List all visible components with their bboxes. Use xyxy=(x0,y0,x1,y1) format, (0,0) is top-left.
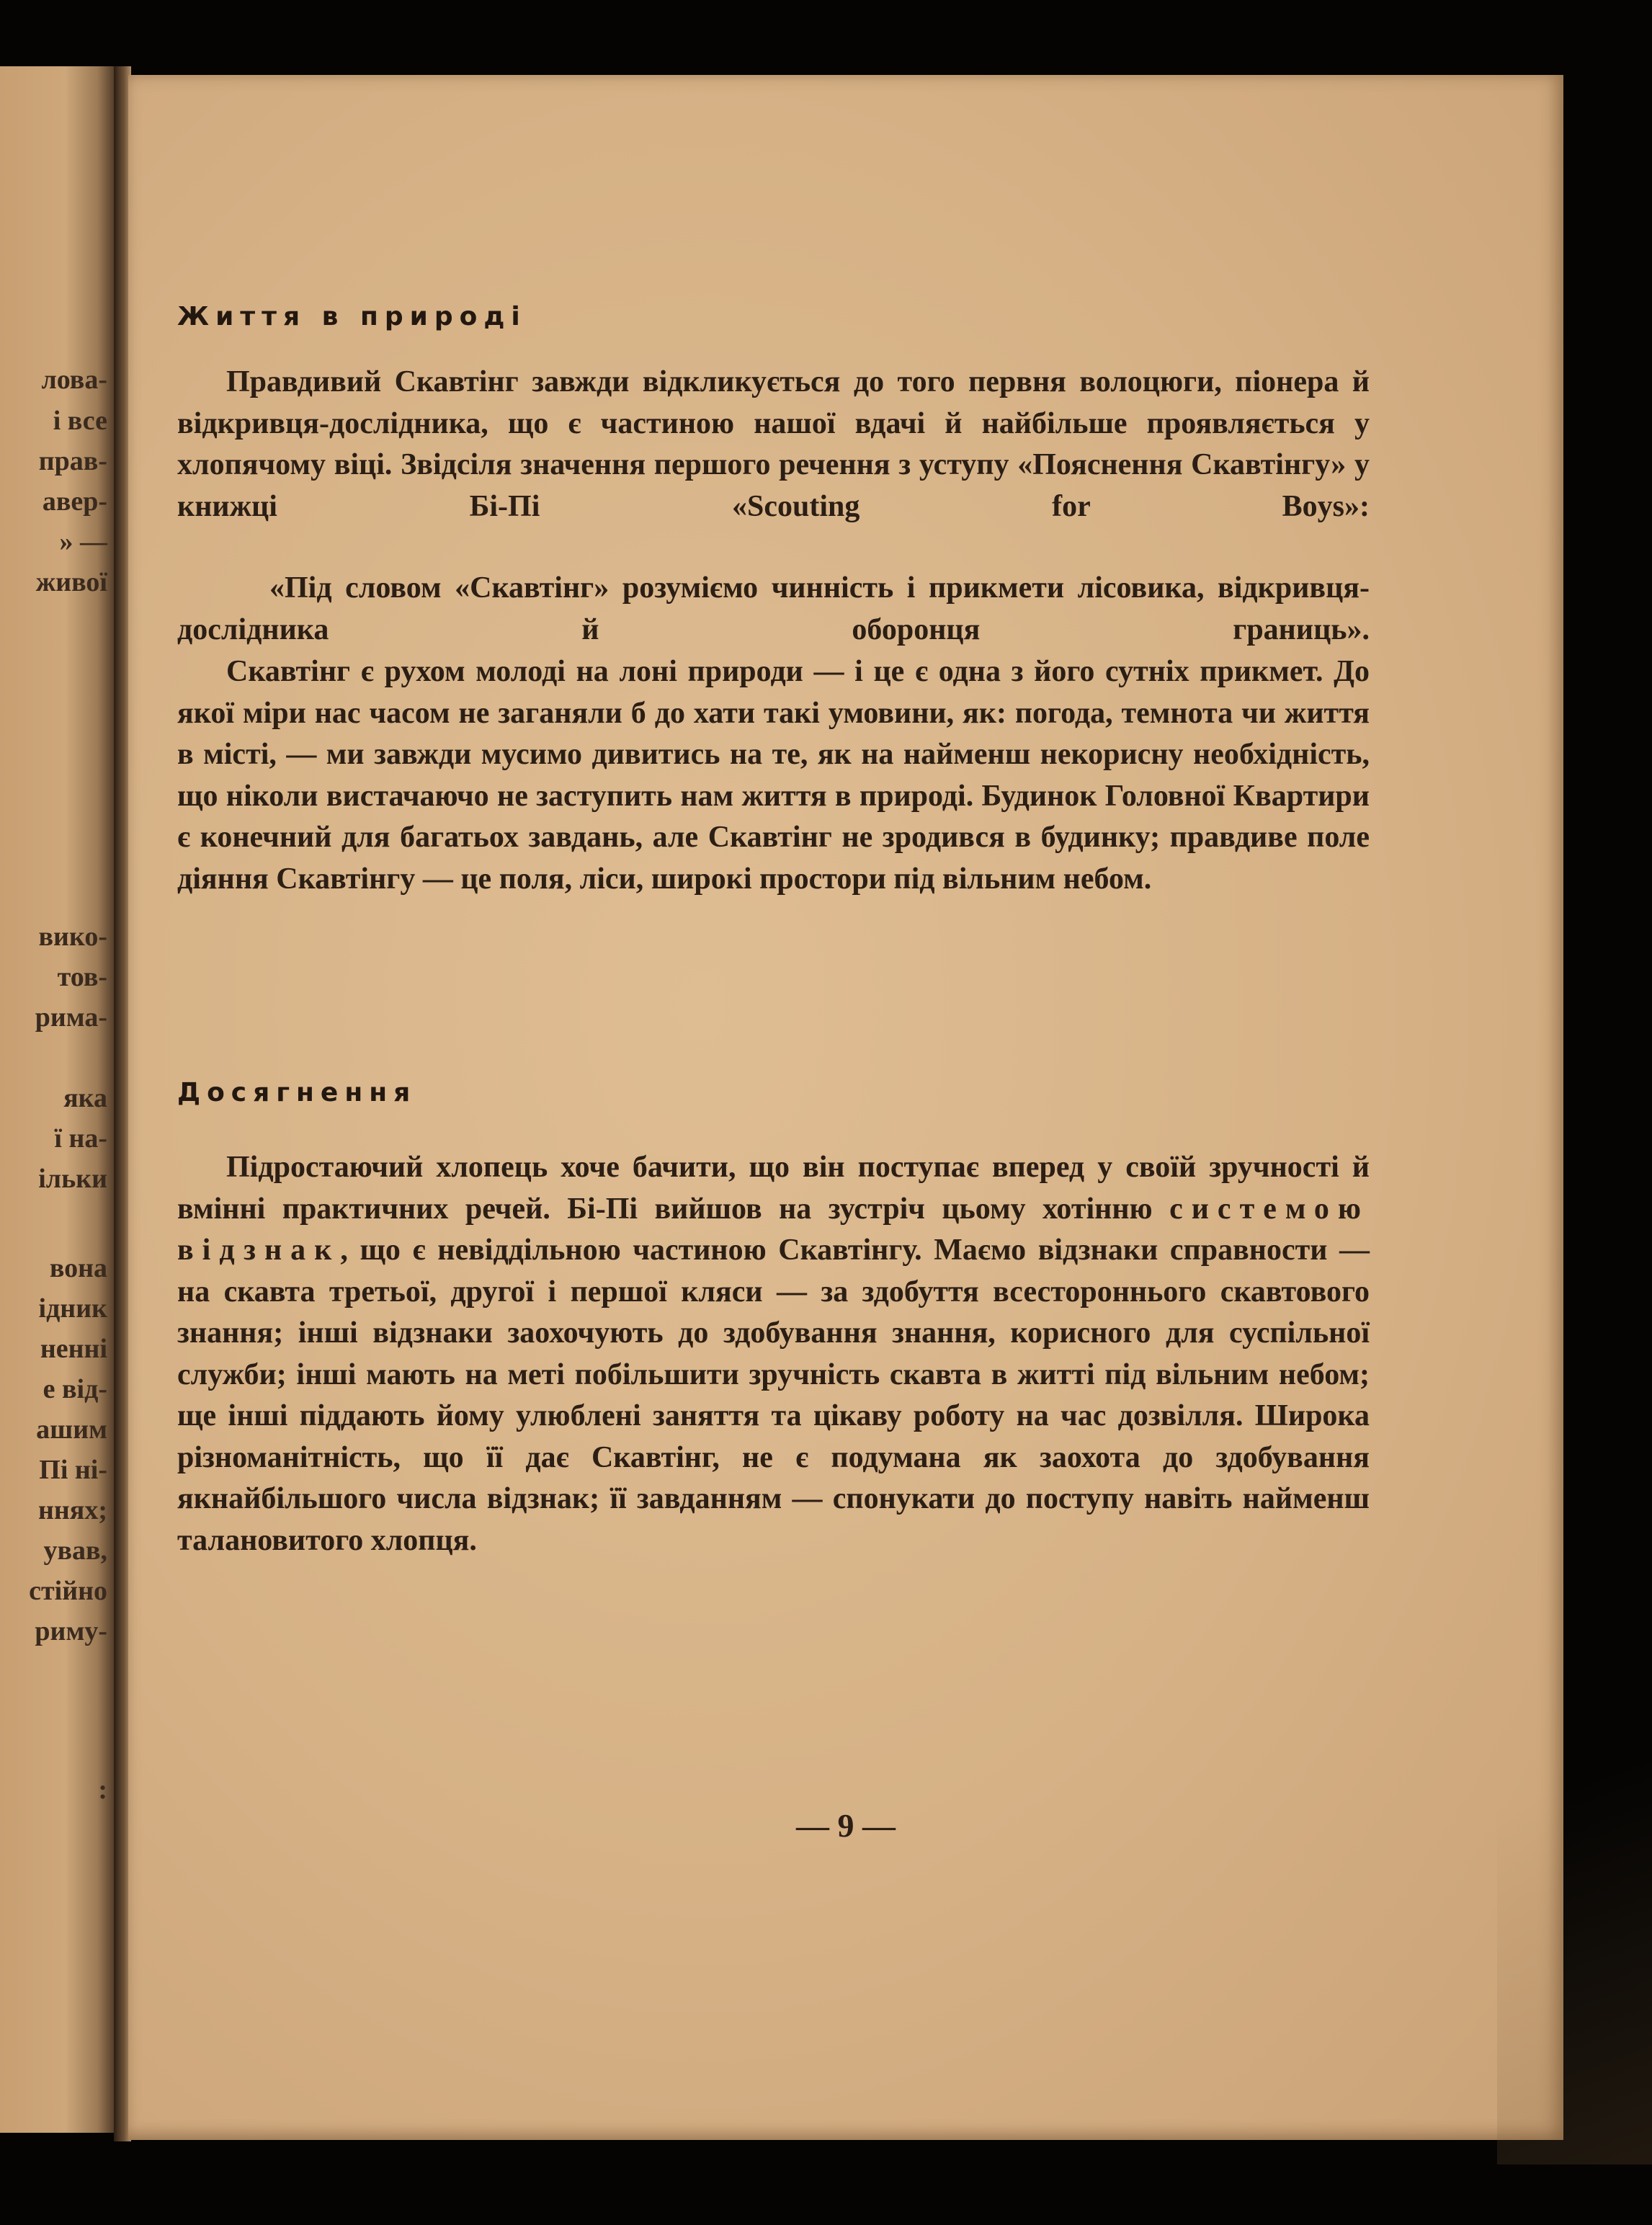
facing-page-fragment: рима- xyxy=(35,1002,107,1033)
paragraph-achievements xyxy=(177,1147,1370,1561)
facing-page-fragment: ідник xyxy=(38,1293,107,1324)
facing-page-fragment: авер- xyxy=(42,486,107,517)
facing-page-fragment: яка xyxy=(63,1083,107,1113)
facing-page-fragment: стійно xyxy=(29,1576,107,1606)
facing-page-fragment: : xyxy=(98,1775,107,1805)
facing-page-fragment: живої xyxy=(35,567,107,597)
section-heading-life-in-nature: Життя в природі xyxy=(177,302,527,331)
facing-page-fragment: ненні xyxy=(40,1334,107,1364)
book-page xyxy=(128,75,1563,2140)
facing-page-fragment: тов- xyxy=(57,962,107,992)
facing-page-fragment: вона xyxy=(49,1253,107,1283)
facing-page-fragment: е від- xyxy=(43,1374,107,1404)
facing-page-fragment: лова- xyxy=(41,365,107,395)
facing-page-fragment: прав- xyxy=(38,446,107,476)
facing-page-edge xyxy=(0,66,119,2133)
paragraph-nature: Скавтінг є рухом молоді на лоні природи — і це є одна з його сутніх прикмет. До якої міри нас часом не заганяли б до хати такі умовини, як: погода, темнота чи життя в місті, — ми завжди мусимо дивитись на те, як на найменш некорисну необхідність, що ніколи вистачаючо не заступить нам життя в природі. Будинок Головної Квартири є конечний для багатьох завдань, але Скавтінг не зродився в будинку; правдиве поле діяння Скавтінгу — це поля, ліси, широкі простори під вільним небом. xyxy=(177,655,1370,896)
facing-page-fragment: ї на- xyxy=(54,1123,107,1154)
facing-page-fragment: » — xyxy=(59,527,107,557)
badge-system-emphasis: системою відзнак xyxy=(177,1192,1370,1267)
paragraph-achievements-part2: , що є невіддільною частиною Скавтінгу. Маємо відзнаки справности — на скавта третьої, другої і першої кляси — за здобуття всестороннього скавтового знання; інші відзнаки заохочують до здобування знання, корисного для суспільної служби; інші мають на меті побільшити зручність скавта в житті під вільним небом; ще інші піддають йому улюблені заняття та цікаву роботу на час дозвілля. Широка різноманітність, що її дає Скавтінг, не є подумана як заохота до здобування якнайбільшого числа відзнак; її завданням — спонукати до поступу навіть найменш талановитого хлопця. xyxy=(177,1234,1370,1557)
facing-page-fragment: ннях; xyxy=(37,1495,107,1525)
facing-page-fragment: і все xyxy=(53,406,107,436)
facing-page-fragment: ував, xyxy=(43,1535,107,1566)
section-heading-achievements: Досягнення xyxy=(177,1078,417,1107)
page-number: — 9 — xyxy=(796,1807,896,1844)
facing-page-fragment: риму- xyxy=(35,1616,107,1646)
paragraph-achievements-part1: Підростаючий хлопець хоче бачити, що він поступає вперед у своїй зручності й вмінні практичних речей. Бі-Пі вийшов на зустріч цьому хотінню xyxy=(177,1151,1370,1226)
facing-page-fragment: вико- xyxy=(38,922,107,952)
facing-page-fragment: ільки xyxy=(38,1164,107,1194)
facing-page-fragment: Пі ні- xyxy=(39,1455,107,1485)
paragraph-intro: Правдивий Скавтінг завжди відкликується до того первня волоцюги, піонера й відкривця-дослідника, що є частиною нашої вдачі й найбільше проявляється у хлопячому віці. Звідсіля значення першого речення з уступу «Пояснення Скавтінгу» у книжці Бі-Пі «Scouting for Boys»: xyxy=(177,365,1370,523)
facing-page-fragment: ашим xyxy=(36,1414,107,1445)
paragraph-quote: «Під словом «Скавтінг» розуміємо чинність і прикмети лісовика, відкривця-дослідника й оборонця границь». xyxy=(177,571,1370,646)
